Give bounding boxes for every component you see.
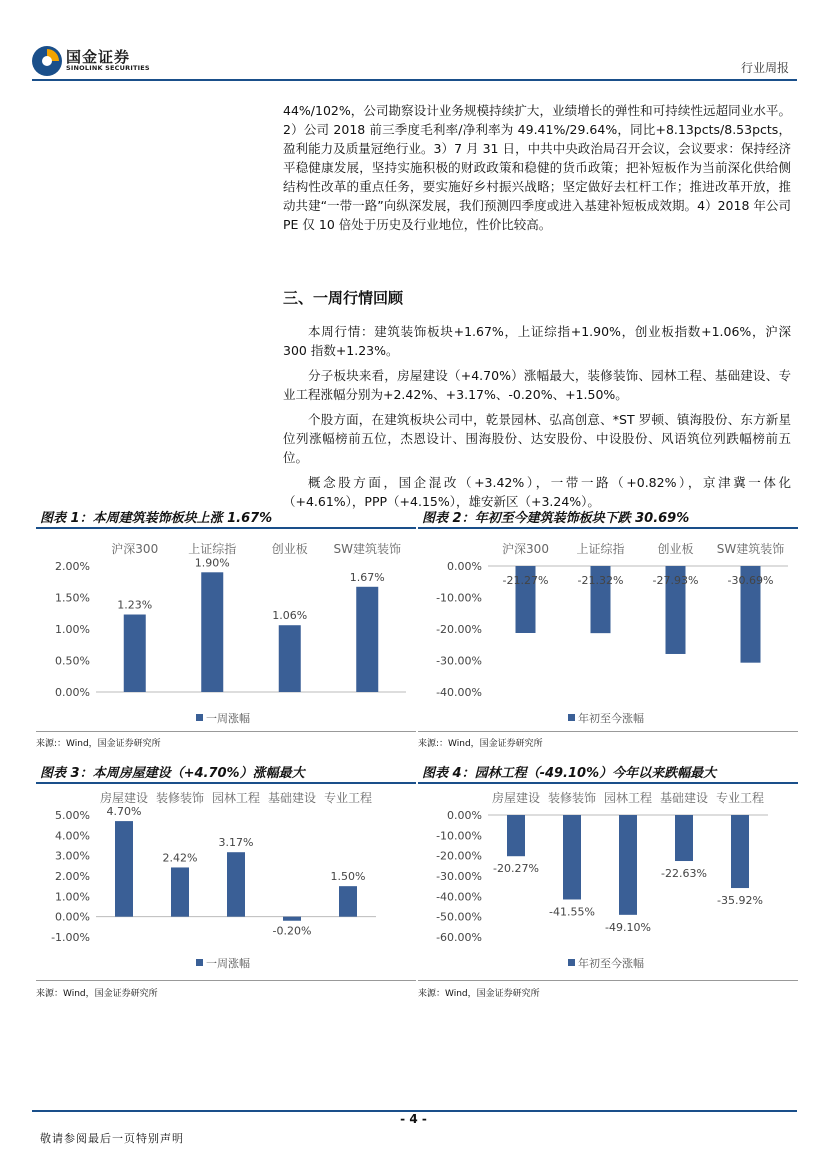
chart-4-plot [418,784,798,984]
chart-title-bar [418,505,798,529]
data-label: 2.42% [162,851,198,865]
bar [339,886,357,916]
bar [124,615,146,692]
bar [356,587,378,692]
logo-text-cn: 国金证券 [66,48,131,66]
data-label: 1.67% [349,570,385,584]
category-label: 园林工程 [603,791,653,805]
data-label: -35.92% [717,894,763,908]
chart-source: 来源:：Wind，国金证券研究所 [418,739,543,749]
paragraph-text: 44%/102%，公司勘察设计业务规模持续扩大，业绩增长的弹性和可持续性远超同业水平。2）公司 2018 前三季度毛利率/净利率为 49.41%/29.64%，同比+8.13pcts/8.53pcts，盈利能力及质量冠绝行业。3）7 月 31 日，中共中央政治局召开会议，会议要求：保持经济平稳健康发展，坚持实施积极的财政政策和稳健的货币政策；把补短板作为当前深化供给侧结构性改革的重点任务，要实施好乡村振兴战略；坚定做好去杠杆工作；推进改革开放，推动共建“一带一路”向纵深发展，我们预测四季度或进入基建补短板成效期。4）2018 年公司 PE 仅 10 倍处于历史及行业地位，性价比较高。 [283,103,791,232]
y-tick-label: -40.00% [436,890,482,904]
y-tick-label: 2.00% [55,870,90,883]
category-label: SW建筑装饰 [333,542,401,556]
legend-swatch [196,959,203,966]
chart-title: 图表 2：年初至今建筑装饰板块下跌 30.69% [422,511,690,526]
logo-text-en: SINOLINK SECURITIES [66,64,150,72]
source-divider [418,980,798,981]
logo-mark-icon [30,44,64,78]
source-divider [36,731,416,732]
chart-title-bar [36,760,416,784]
category-label: 房屋建设 [491,791,541,805]
y-tick-label: 0.00% [447,809,482,822]
data-label: -0.20% [272,924,312,938]
y-tick-label: -10.00% [436,591,482,605]
category-label: 专业工程 [323,791,373,805]
legend-label: 年初至今涨幅 [578,957,644,970]
category-label: 创业板 [271,542,308,556]
y-tick-label: 0.00% [447,560,482,573]
y-tick-label: 0.00% [55,686,90,699]
category-label: 创业板 [657,542,694,556]
data-label: -21.32% [577,574,624,587]
category-label: 基础建设 [267,791,317,805]
legend-label: 一周涨幅 [206,957,250,970]
chart-3-plot [36,784,416,984]
data-label: 1.23% [117,598,153,612]
data-label: -20.27% [493,862,539,876]
chart-2 [418,505,798,750]
chart-title: 图表 1：本周建筑装饰板块上涨 1.67% [40,511,273,526]
legend-label: 一周涨幅 [206,712,250,725]
chart-4 [418,760,798,1005]
y-tick-label: 0.50% [55,654,90,668]
paragraph-weekly-market: 本周行情：建筑装饰板块+1.67%，上证综指+1.90%，创业板指数+1.06%，沪深 300 指数+1.23%。 [283,324,791,358]
chart-1-plot [36,529,416,729]
chart-title-bar [418,760,798,784]
y-tick-label: -50.00% [436,910,482,924]
chart-source: 来源:：Wind，国金证券研究所 [36,739,161,749]
bar [675,815,693,861]
data-label: -27.93% [652,574,699,587]
body-paragraphs [283,322,791,517]
y-tick-label: -20.00% [436,623,482,636]
bar [731,815,749,888]
category-label: 基础建设 [659,791,709,805]
legend-label: 年初至今涨幅 [578,712,644,725]
y-tick-label: 0.00% [55,910,90,924]
y-tick-label: -30.00% [436,870,482,883]
chart-1 [36,505,416,750]
bar [279,625,301,692]
paragraph-subsectors: 分子板块来看，房屋建设（+4.70%）涨幅最大，装修装饰、园林工程、基础建设、专业工程涨幅分别为+2.42%、+3.17%、-0.20%、+1.50%。 [283,368,791,402]
bar [115,821,133,917]
data-label: -41.55% [549,905,595,919]
legend-swatch [196,714,203,721]
category-label: 装修装饰 [547,791,597,805]
bar [563,815,581,899]
page-number: - 4 - [400,1112,427,1126]
data-label: -22.63% [661,867,707,881]
chart-title: 图表 4：园林工程（-49.10%）今年以来跌幅最大 [422,766,717,781]
y-tick-label: -40.00% [436,686,482,699]
source-divider [36,980,416,981]
header-divider [32,79,797,81]
chart-3 [36,760,416,1005]
category-label: SW建筑装饰 [716,542,785,556]
y-tick-label: 3.00% [55,849,90,863]
chart-source: 来源：Wind，国金证券研究所 [418,989,540,999]
category-label: 上证综指 [576,542,625,556]
data-label: 1.06% [272,609,308,623]
data-label: 3.17% [218,836,254,850]
category-label: 上证综指 [188,542,237,556]
y-tick-label: 4.00% [55,829,90,843]
y-tick-label: 1.00% [55,623,90,636]
y-tick-label: 2.00% [55,560,90,573]
body-paragraph-1 [283,101,791,234]
data-label: -21.27% [502,574,549,587]
report-type-label: 行业周报 [740,61,789,75]
y-tick-label: -30.00% [436,654,482,668]
data-label: -49.10% [605,920,651,934]
bar [283,917,301,921]
paragraph-stocks: 个股方面，在建筑板块公司中，乾景园林、弘高创意、*ST 罗顿、镇海股份、东方新星位列涨幅榜前五位，杰恩设计、围海股份、达安股份、中设股份、风语筑位列跌幅榜前五位。 [283,412,791,465]
legend-swatch [568,959,575,966]
data-label: 1.50% [330,870,366,884]
y-tick-label: -20.00% [436,849,482,863]
chart-title-bar [36,505,416,529]
y-tick-label: 5.00% [55,809,90,822]
paragraph-concepts: 概念股方面，国企混改（+3.42%），一带一路（+0.82%），京津冀一体化（+4.61%），PPP（+4.15%），雄安新区（+3.24%）。 [283,475,791,509]
page-header [0,0,827,84]
sinolink-logo [30,44,230,80]
category-label: 沪深300 [111,542,159,556]
legend-swatch [568,714,575,721]
category-label: 沪深300 [502,542,549,556]
disclaimer-text: 敬请参阅最后一页特别声明 [40,1132,184,1145]
category-label: 房屋建设 [99,791,149,805]
y-tick-label: 1.00% [55,890,90,904]
category-label: 装修装饰 [155,791,205,805]
data-label: 1.90% [194,556,230,570]
bar [171,867,189,916]
bar [507,815,525,856]
chart-source: 来源：Wind，国金证券研究所 [36,989,158,999]
bar [619,815,637,915]
data-label: 4.70% [106,805,142,819]
y-tick-label: 1.50% [55,591,90,605]
y-tick-label: -60.00% [436,931,482,944]
data-label: -30.69% [727,574,774,587]
bar [201,572,223,692]
bar [227,852,245,916]
chart-title: 图表 3：本周房屋建设（+4.70%）涨幅最大 [40,766,305,781]
y-tick-label: -10.00% [436,829,482,843]
source-divider [418,731,798,732]
section-title: 三、一周行情回顾 [283,289,404,307]
category-label: 专业工程 [715,791,765,805]
y-tick-label: -1.00% [51,931,90,944]
chart-2-plot [418,529,798,729]
category-label: 园林工程 [211,791,261,805]
